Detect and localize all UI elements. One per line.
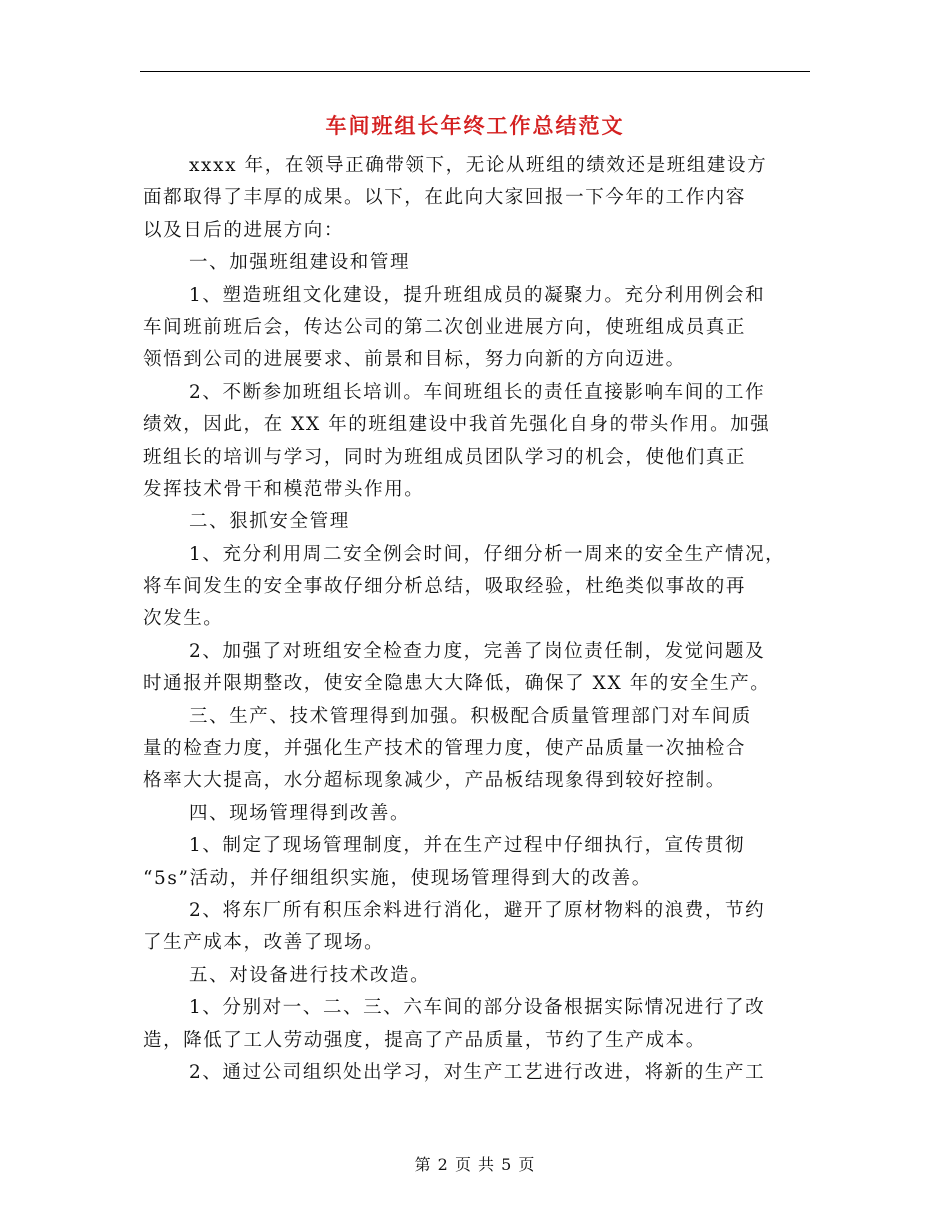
body-line: 1、制定了现场管理制度，并在生产过程中仔细执行，宣传贯彻 [189, 835, 746, 857]
body-line: 2、不断参加班组长培训。车间班组长的责任直接影响车间的工作 [189, 381, 766, 403]
body-line: 1、充分利用周二安全例会时间，仔细分析一周来的安全生产情况， [189, 543, 786, 565]
section-heading: 二、狠抓安全管理 [189, 511, 350, 533]
section-heading: 四、现场管理得到改善。 [189, 802, 411, 824]
body-line: 次发生。 [143, 608, 224, 630]
section-heading: 三、生产、技术管理得到加强。积极配合质量管理部门对车间质 [189, 705, 752, 727]
body-line: 格率大大提高，水分超标现象减少，产品板结现象得到较好控制。 [143, 770, 726, 792]
body-line: 量的检查力度，并强化生产技术的管理力度，使产品质量一次抽检合 [143, 738, 747, 760]
body-line: 1、塑造班组文化建设，提升班组成员的凝聚力。充分利用例会和 [189, 284, 766, 306]
body-line: 将车间发生的安全事故仔细分析总结，吸取经验，杜绝类似事故的再 [143, 576, 747, 598]
body-line: 班组长的培训与学习，同时为班组成员团队学习的机会，使他们真正 [143, 446, 747, 468]
body-line: 1、分别对一、二、三、六车间的部分设备根据实际情况进行了改 [189, 997, 766, 1019]
body-line: xxxx 年，在领导正确带领下，无论从班组的绩效还是班组建设方 [189, 155, 768, 176]
section-heading: 五、对设备进行技术改造。 [189, 964, 431, 986]
body-line: 车间班前班后会，传达公司的第二次创业进展方向，使班组成员真正 [143, 316, 747, 338]
body-line: 发挥技术骨干和模范带头作用。 [143, 478, 425, 500]
section-heading: 一、加强班组建设和管理 [189, 252, 411, 274]
body-line: 2、通过公司组织处出学习，对生产工艺进行改进，将新的生产工 [189, 1061, 766, 1083]
document-body [143, 150, 808, 1089]
body-line: 了生产成本，改善了现场。 [143, 932, 385, 954]
body-line: 领悟到公司的进展要求、前景和目标，努力向新的方向迈进。 [143, 349, 686, 371]
body-line: 面都取得了丰厚的成果。以下，在此向大家回报一下今年的工作内容 [143, 187, 747, 209]
header-rule [140, 71, 810, 72]
body-line: 造，降低了工人劳动强度，提高了产品质量，节约了生产成本。 [143, 1029, 706, 1051]
body-line: 2、将东厂所有积压余料进行消化，避开了原材物料的浪费，节约 [189, 899, 766, 921]
body-line: “5s”活动，并仔细组织实施，使现场管理得到大的改善。 [143, 867, 652, 889]
page-number: 第 2 页 共 5 页 [414, 1155, 536, 1174]
body-line: 绩效，因此，在 XX 年的班组建设中我首先强化自身的带头作用。加强 [143, 414, 771, 436]
body-line: 2、加强了对班组安全检查力度，完善了岗位责任制，发觉问题及 [189, 640, 766, 662]
document-title: 车间班组长年终工作总结范文 [325, 114, 625, 138]
body-line: 以及日后的进展方向： [143, 219, 345, 241]
body-line: 时通报并限期整改，使安全隐患大大降低，确保了 XX 年的安全生产。 [143, 673, 771, 695]
